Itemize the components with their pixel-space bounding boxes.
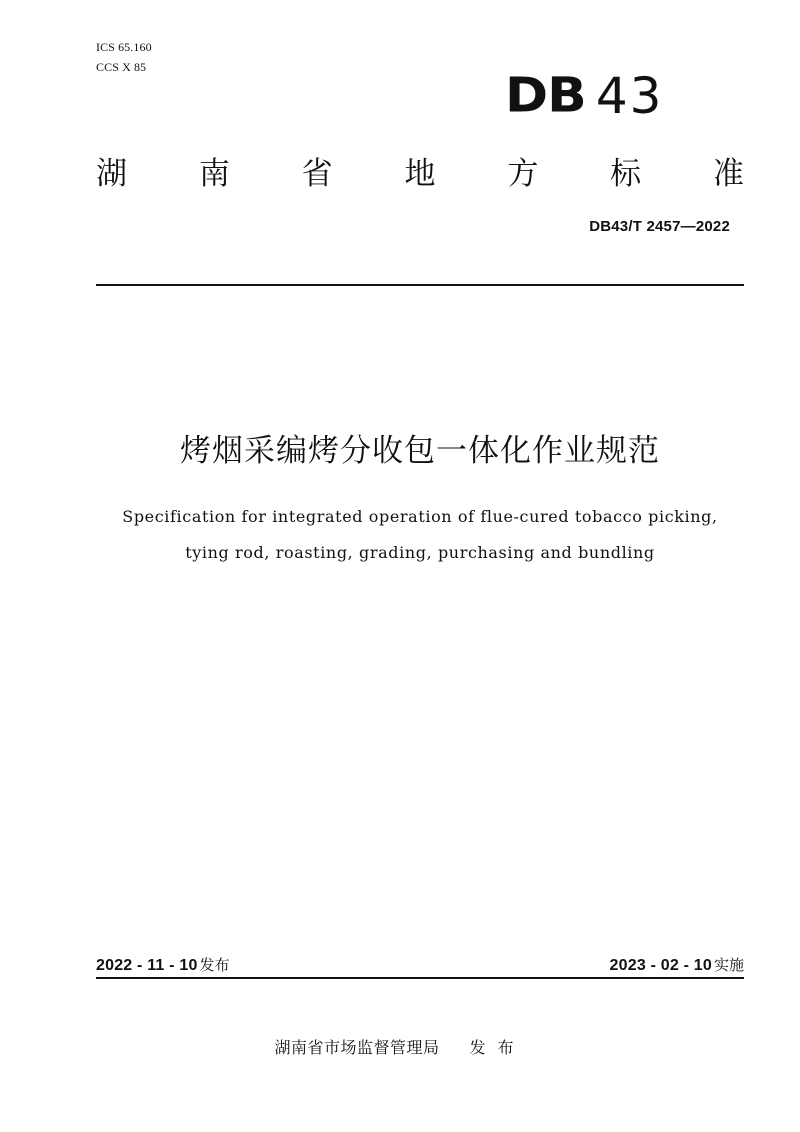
- standard-number: DB43/T 2457—2022: [589, 218, 730, 235]
- publisher-name: 湖南省市场监督管理局: [274, 1038, 440, 1057]
- document-title-chinese: 烤烟采编烤分收包一体化作业规范: [180, 433, 660, 469]
- ccs-code: CCS X 85: [96, 60, 147, 74]
- implement-label: 实施: [713, 956, 744, 974]
- footer-divider: [96, 977, 744, 979]
- standard-type-heading: [96, 146, 744, 194]
- header-divider: [96, 284, 744, 286]
- publisher-line: [0, 1035, 800, 1058]
- standard-type-char: 方: [507, 155, 539, 192]
- document-title-english-line1: Specification for integrated operation of flue-cured tobacco picking,: [122, 507, 718, 526]
- standard-type-char: 准: [712, 155, 744, 192]
- standard-type-char: 湖: [96, 155, 127, 192]
- standard-type-char: 南: [198, 155, 230, 192]
- publisher-action: 发布: [469, 1038, 526, 1057]
- release-date: 2022 - 11 - 10: [96, 957, 198, 974]
- implement-date-block: [610, 955, 744, 976]
- standard-mark-letters: DB: [505, 68, 586, 124]
- standard-mark-number: 43: [595, 67, 664, 125]
- release-label: 发布: [199, 956, 230, 974]
- standard-type-char: 省: [301, 155, 333, 192]
- release-date-block: [96, 955, 230, 976]
- implement-date: 2023 - 02 - 10: [609, 957, 712, 974]
- document-title-english-line2: tying rod, roasting, grading, purchasing and bundling: [185, 543, 655, 562]
- ics-code: ICS 65.160: [96, 40, 152, 54]
- standard-type-char: 标: [610, 155, 642, 192]
- standard-mark: [505, 65, 685, 127]
- standard-type-char: 地: [404, 155, 436, 192]
